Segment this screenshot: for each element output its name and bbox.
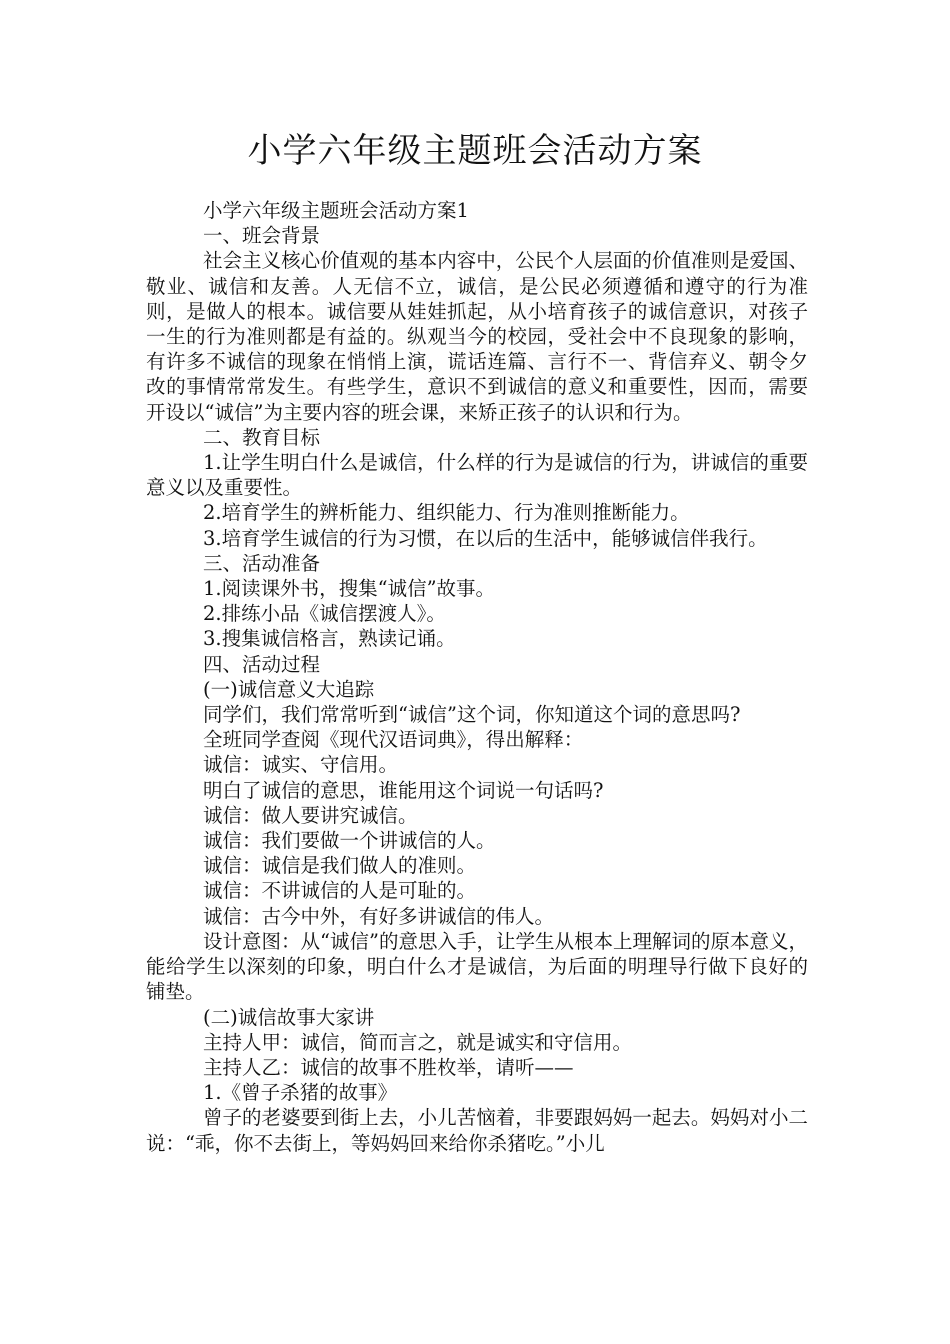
body-paragraph: 明白了诚信的意思，谁能用这个词说一句话吗? <box>203 778 604 802</box>
goal-item: 2.培育学生的辨析能力、组织能力、行为准则推断能力。 <box>203 501 690 525</box>
document-body <box>146 198 808 1156</box>
story-title: 1.《曾子杀猪的故事》 <box>203 1081 398 1105</box>
subsection-heading: (二)诚信故事大家讲 <box>203 1005 375 1029</box>
host-line: 主持人乙：诚信的故事不胜枚举，请听—— <box>203 1055 574 1079</box>
example-sentence: 诚信：诚实、守信用。 <box>203 753 399 777</box>
design-intent-paragraph: 设计意图：从“诚信”的意思入手，让学生从根本上理解词的原本意义，能给学生以深刻的印象，明白什么才是诚信，为后面的明理导行做下良好的铺垫。 <box>146 929 808 1004</box>
example-sentence: 诚信：诚信是我们做人的准则。 <box>203 854 477 878</box>
document-title: 小学六年级主题班会活动方案 <box>247 131 703 171</box>
story-paragraph: 曾子的老婆要到街上去，小儿苦恼着，非要跟妈妈一起去。妈妈对小二说：“乖，你不去街上，等妈妈回来给你杀猪吃。”小儿 <box>146 1106 808 1155</box>
example-sentence: 诚信：做人要讲究诚信。 <box>203 803 418 827</box>
example-sentence: 诚信：古今中外，有好多讲诚信的伟人。 <box>203 904 555 928</box>
example-sentence: 诚信：我们要做一个讲诚信的人。 <box>203 829 496 853</box>
section-heading-background: 一、班会背景 <box>203 224 321 248</box>
host-line: 主持人甲：诚信，简而言之，就是诚实和守信用。 <box>203 1030 633 1054</box>
section-heading-goals: 二、教育目标 <box>203 425 321 449</box>
body-paragraph: 全班同学查阅《现代汉语词典》，得出解释： <box>203 728 584 752</box>
preparation-item: 2.排练小品《诚信摆渡人》。 <box>203 602 446 626</box>
section-heading-preparation: 三、活动准备 <box>203 551 321 575</box>
example-sentence: 诚信：不讲诚信的人是可耻的。 <box>203 879 477 903</box>
subtitle-paragraph: 小学六年级主题班会活动方案1 <box>203 199 469 222</box>
preparation-item: 3.搜集诚信格言，熟读记诵。 <box>203 627 456 651</box>
body-paragraph: 同学们，我们常常听到“诚信”这个词，你知道这个词的意思吗? <box>203 703 741 727</box>
goal-item: 1.让学生明白什么是诚信，什么样的行为是诚信的行为，讲诚信的重要意义以及重要性。 <box>146 451 808 500</box>
background-paragraph: 社会主义核心价值观的基本内容中，公民个人层面的价值准则是爱国、敬业、诚信和友善。人无信不立，诚信，是公民必须遵循和遵守的行为准则，是做人的根本。诚信要从娃娃抓起，从小培育孩子的诚信意识，对孩子一生的行为准则都是有益的。纵观当今的校园，受社会中不良现象的影响，有许多不诚信的现象在悄悄上演，谎话连篇、言行不一、背信弃义、朝令夕改的事情常常发生。有些学生，意识不到诚信的意义和重要性，因而，需要开设以“诚信”为主要内容的班会课，来矫正孩子的认识和行为。 <box>146 249 808 424</box>
preparation-item: 1.阅读课外书，搜集“诚信”故事。 <box>203 577 496 601</box>
section-heading-process: 四、活动过程 <box>203 652 321 676</box>
goal-item: 3.培育学生诚信的行为习惯，在以后的生活中，能够诚信伴我行。 <box>203 526 768 550</box>
subsection-heading: (一)诚信意义大追踪 <box>203 677 375 701</box>
